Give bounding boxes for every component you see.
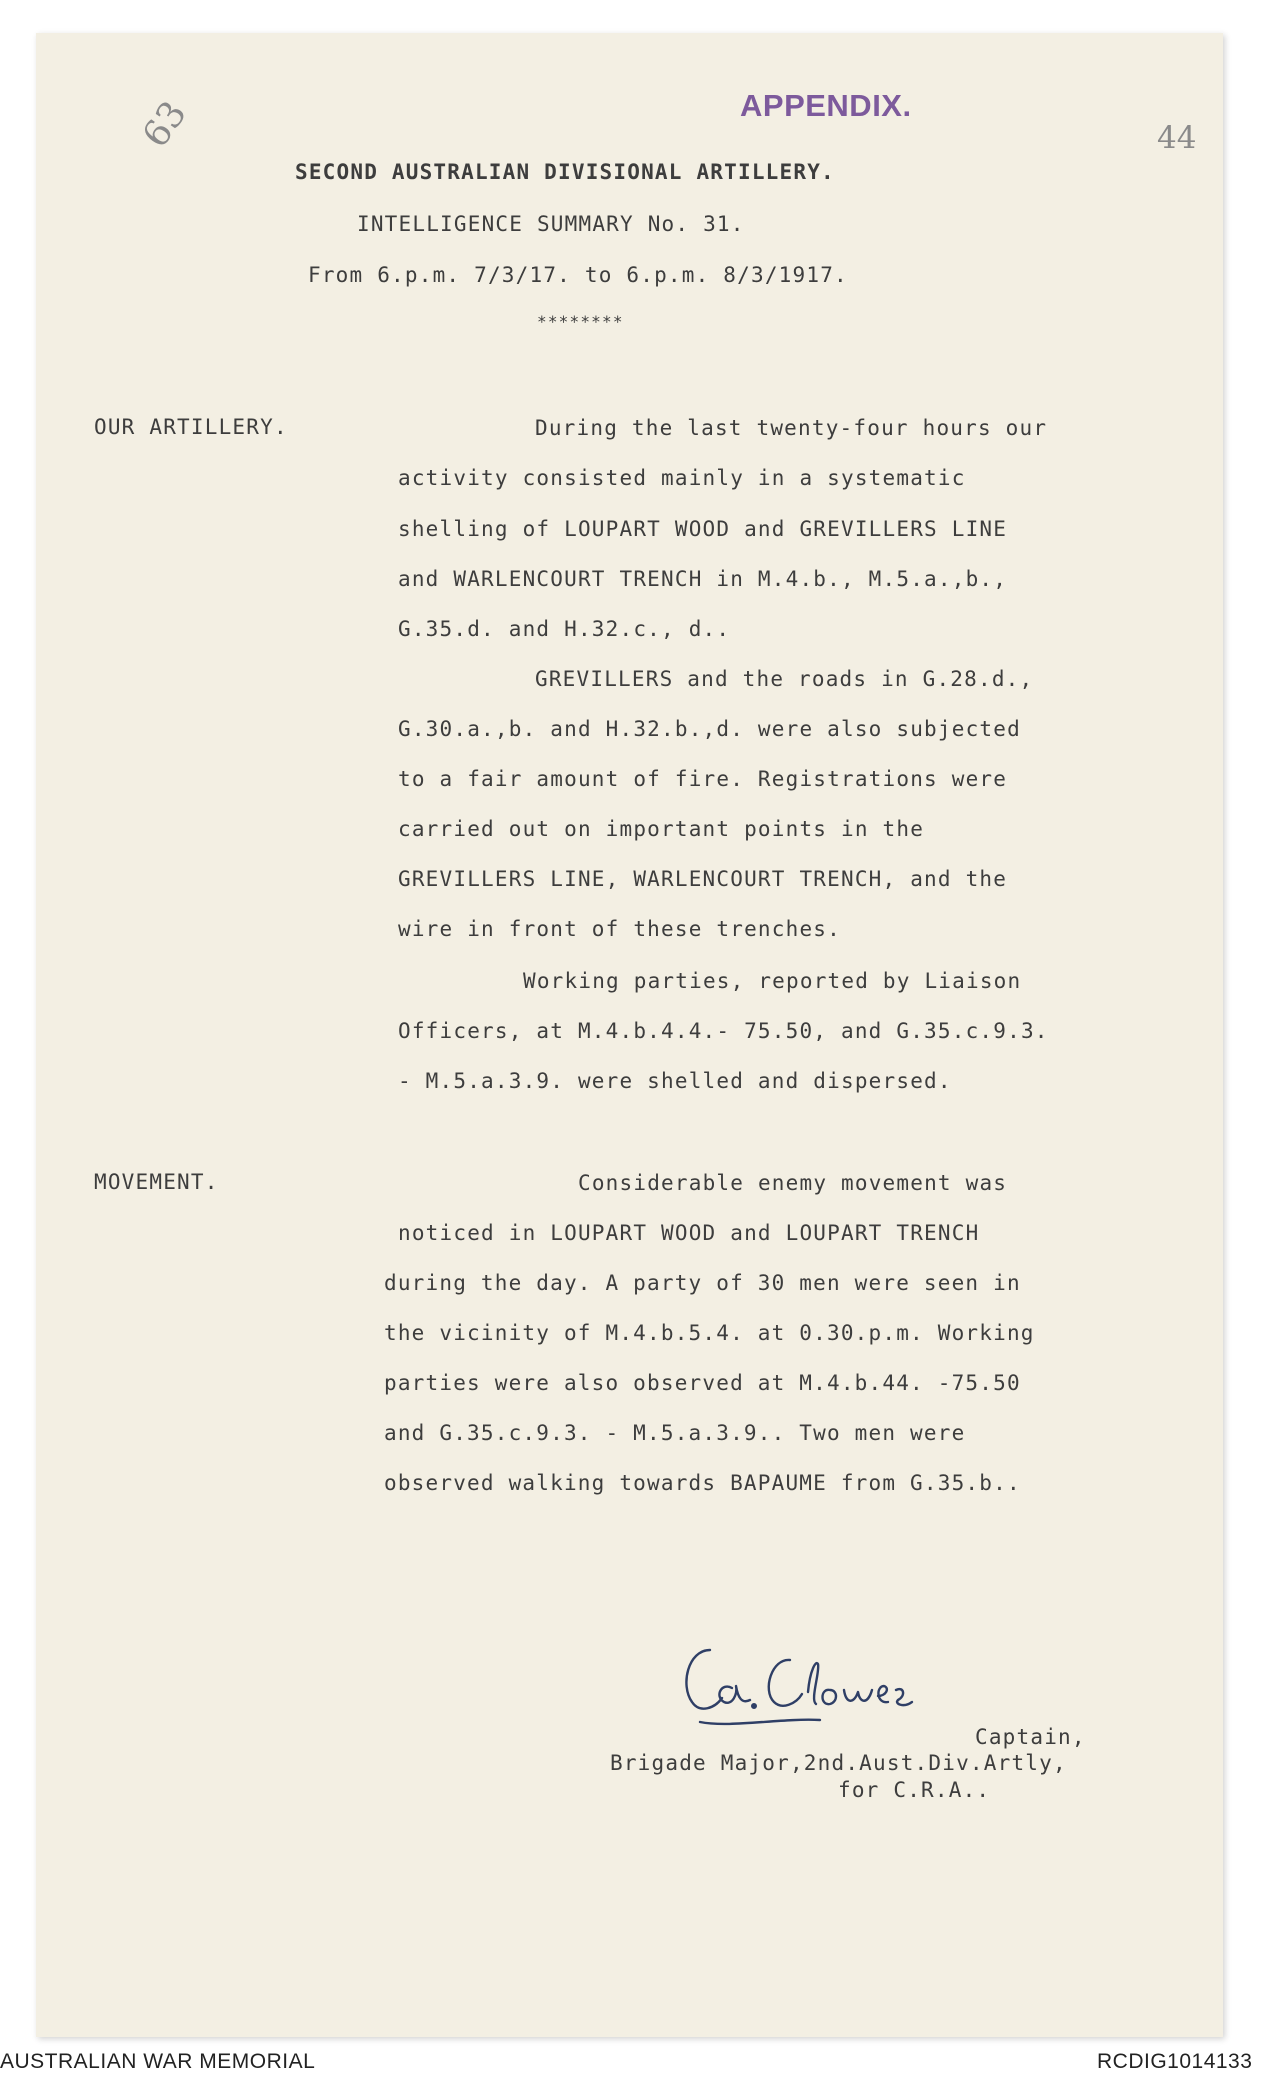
header-separator: ******** — [537, 312, 624, 331]
section-heading-artillery: OUR ARTILLERY. — [94, 415, 288, 439]
movement-line: during the day. A party of 30 men were seen in — [384, 1271, 1021, 1295]
artillery-line: - M.5.a.3.9. were shelled and dispersed. — [398, 1069, 952, 1093]
appendix-stamp: APPENDIX. — [740, 88, 912, 123]
movement-line: Considerable enemy movement was — [578, 1171, 1008, 1195]
artillery-line: Working parties, reported by Liaison — [523, 969, 1022, 993]
artillery-line: carried out on important points in the — [398, 817, 925, 841]
folio-number-right: 44 — [1157, 120, 1197, 156]
artillery-line: and WARLENCOURT TRENCH in M.4.b., M.5.a.,b., — [398, 567, 1008, 591]
movement-line: parties were also observed at M.4.b.44. -75.50 — [384, 1371, 1021, 1395]
movement-line: the vicinity of M.4.b.5.4. at 0.30.p.m. Working — [384, 1321, 1035, 1345]
artillery-line: GREVILLERS LINE, WARLENCOURT TRENCH, and the — [398, 867, 1008, 891]
artillery-line: G.35.d. and H.32.c., d.. — [398, 617, 731, 641]
artillery-line: shelling of LOUPART WOOD and GREVILLERS LINE — [398, 517, 1008, 541]
footer-archive-name: AUSTRALIAN WAR MEMORIAL — [0, 2050, 316, 2073]
movement-line: observed walking towards BAPAUME from G.35.b.. — [384, 1471, 1021, 1495]
movement-line: and G.35.c.9.3. - M.5.a.3.9.. Two men were — [384, 1421, 966, 1445]
movement-line: noticed in LOUPART WOOD and LOUPART TRENCH — [398, 1221, 980, 1245]
header-date-range: From 6.p.m. 7/3/17. to 6.p.m. 8/3/1917. — [308, 263, 848, 287]
signatory-for: for C.R.A.. — [838, 1778, 991, 1802]
header-title: SECOND AUSTRALIAN DIVISIONAL ARTILLERY. — [295, 160, 835, 184]
artillery-line: to a fair amount of fire. Registrations were — [398, 767, 1008, 791]
artillery-line: activity consisted mainly in a systematic — [398, 466, 966, 490]
artillery-line: wire in front of these trenches. — [398, 917, 841, 941]
artillery-line: Officers, at M.4.b.4.4.- 75.50, and G.35.c.9.3. — [398, 1019, 1049, 1043]
footer-record-id: RCDIG1014133 — [1097, 2050, 1253, 2073]
artillery-line: During the last twenty-four hours our — [535, 416, 1048, 440]
folio-number-left: 63 — [134, 93, 195, 156]
section-heading-movement: MOVEMENT. — [94, 1170, 219, 1194]
signatory-title: Brigade Major,2nd.Aust.Div.Artly, — [610, 1751, 1067, 1775]
artillery-line: GREVILLERS and the roads in G.28.d., — [535, 667, 1034, 691]
handwritten-signature — [670, 1630, 990, 1740]
signatory-rank: Captain, — [975, 1725, 1086, 1749]
header-summary-number: INTELLIGENCE SUMMARY No. 31. — [357, 212, 745, 236]
artillery-line: G.30.a.,b. and H.32.b.,d. were also subjected — [398, 717, 1021, 741]
